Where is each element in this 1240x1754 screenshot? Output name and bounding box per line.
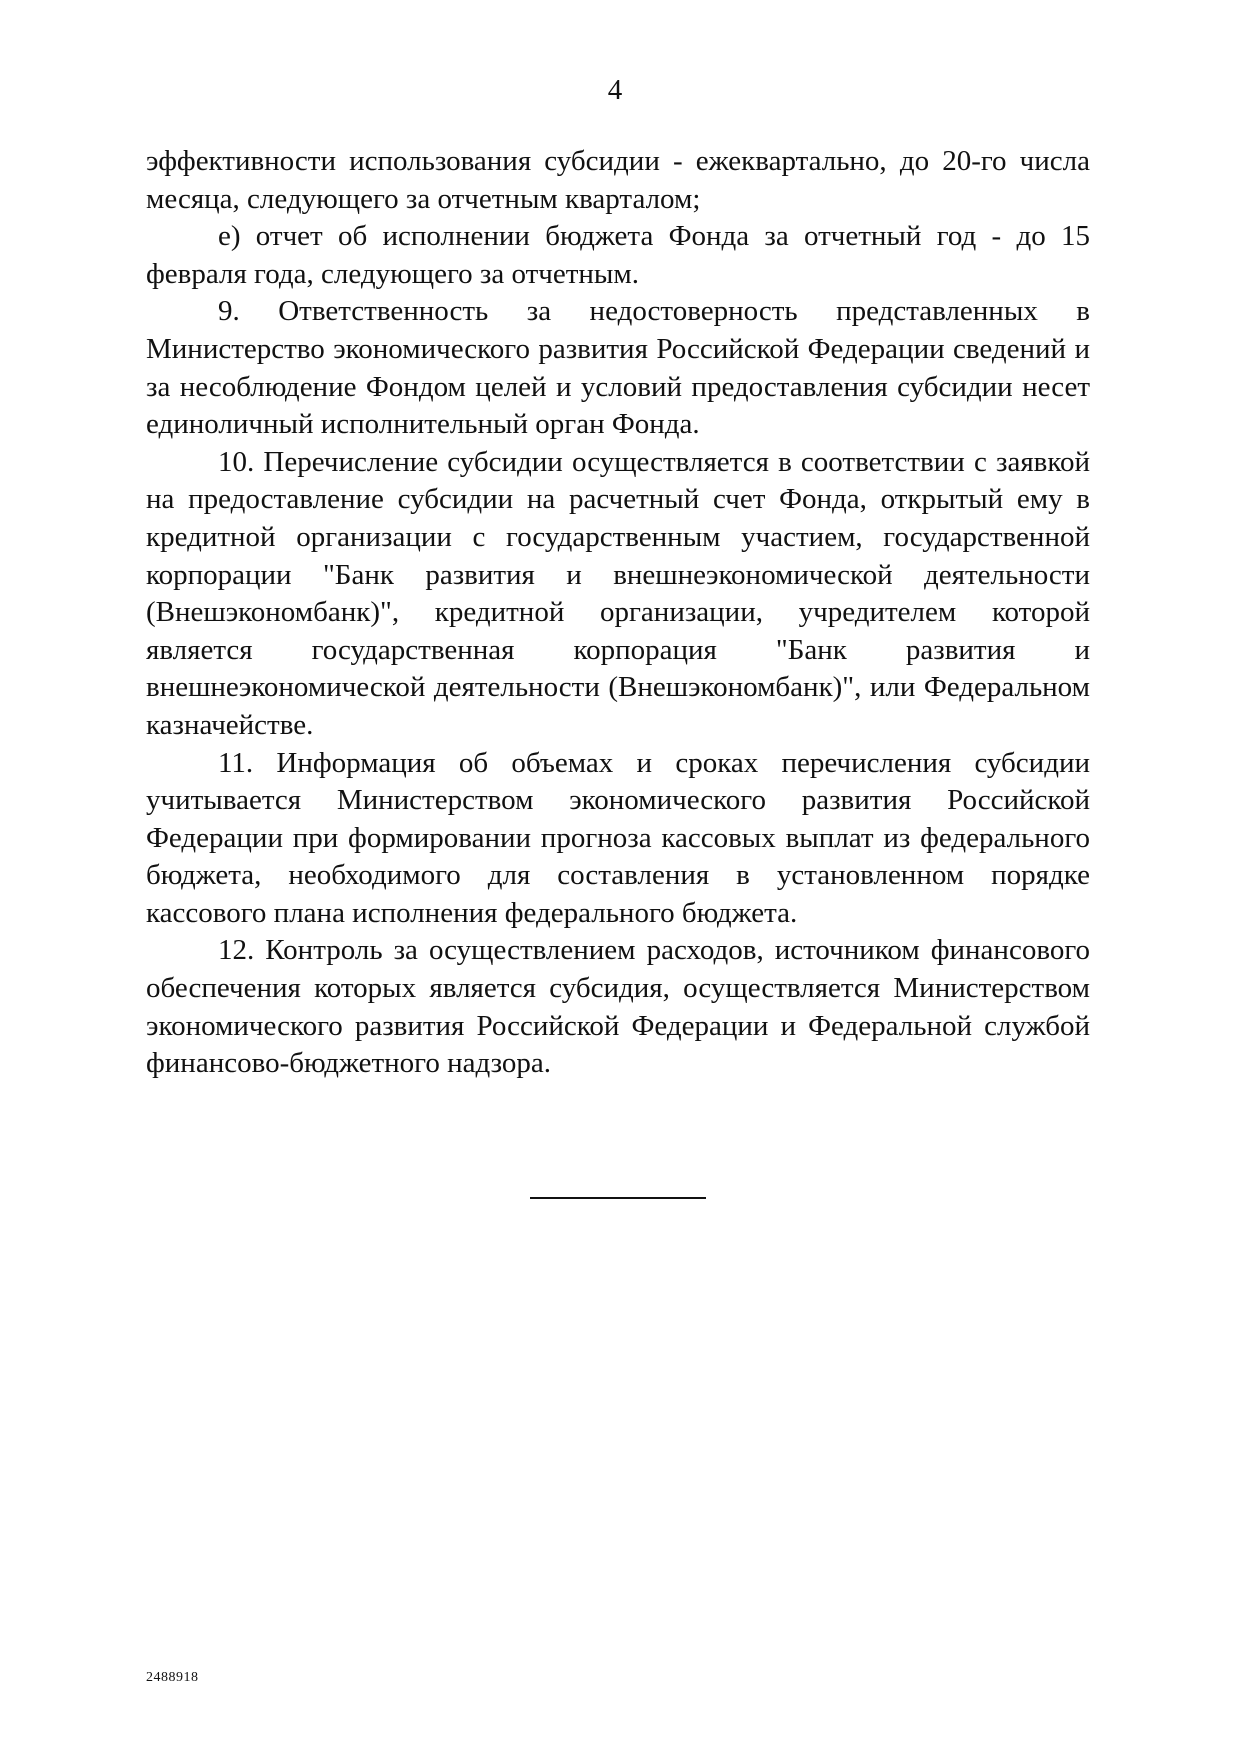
page-number: 4 — [607, 74, 623, 106]
paragraph-11: 11. Информация об объемах и сроках перечисления субсидии учитывается Министерством экономического развития Российской Федерации при формировании прогноза кассовых выплат из федерального бюджета, необходимого для составления в установленном порядке кассового плана исполнения федерального бюджета. — [146, 746, 1090, 929]
paragraph-10: 10. Перечисление субсидии осуществляется в соответствии с заявкой на предоставление субсидии на расчетный счет Фонда, открытый ему в кредитной организации с государственным участием, государственной корпорации "Банк развития и внешнеэкономической деятельности (Внешэкономбанк)", кредитной организации, учредителем которой является государственная корпорация "Банк развития и внешнеэкономической деятельности (Внешэкономбанк)", или Федеральном казначействе. — [146, 445, 1090, 741]
document-code: 2488918 — [146, 1670, 199, 1685]
paragraph-continuation: эффективности использования субсидии - ежеквартально, до 20-го числа месяца, следующего за отчетным кварталом; — [146, 145, 1090, 215]
paragraph-12: 12. Контроль за осуществлением расходов, источником финансового обеспечения которых является субсидия, осуществляется Министерством экономического развития Российской Федерации и Федеральной службой финансово-бюджетного надзора. — [146, 934, 1090, 1080]
paragraph-item-e: е) отчет об исполнении бюджета Фонда за отчетный год - до 15 февраля года, следующего за отчетным. — [146, 220, 1090, 290]
paragraph-9: 9. Ответственность за недостоверность представленных в Министерство экономического развития Российской Федерации сведений и за несоблюдение Фондом целей и условий предоставления субсидии несет единоличный исполнительный орган Фонда. — [146, 295, 1090, 441]
end-of-text-rule — [530, 1197, 706, 1199]
document-body — [146, 143, 1090, 1083]
